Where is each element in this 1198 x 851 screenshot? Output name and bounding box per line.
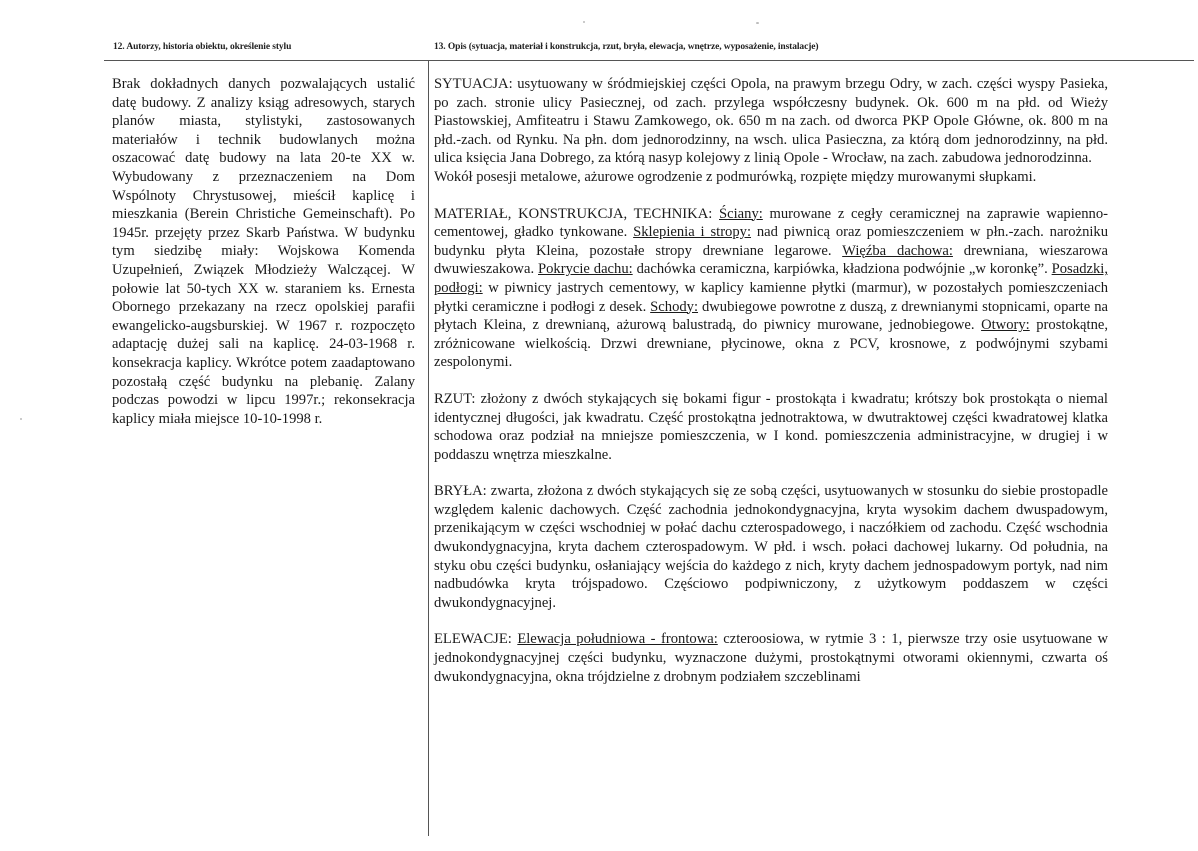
scan-speck: [756, 22, 759, 24]
material-paragraph: [434, 205, 1108, 372]
table-top-rule: [104, 60, 1194, 61]
sytuacja-fence-paragraph: Wokół posesji metalowe, ażurowe ogrodzenie z podmurówką, rozpięte między murowanymi słupkami.: [434, 168, 1037, 185]
scan-speck: [583, 21, 585, 23]
section-12-header: 12. Autorzy, historia obiektu, określenie stylu: [113, 42, 292, 52]
rzut-paragraph: [434, 390, 1108, 464]
history-text: Brak dokładnych danych pozwalających ustalić datę budowy. Z analizy ksiąg adresowych, starych planów miasta, stylistyki, zastosowanych materiałów i technik budowlanych można oszacować datę budowy na lata 20-te XX w. Wybudowany z przeznaczeniem na Dom Wspólnoty Chrystusowej, mieścił kaplicę i mieszkania (Berein Christiche Gemeinschaft). Po 1945r. przejęty przez Skarb Państwa. W budynku tym siedzibę miały: Wojskowa Komenda Uzupełnień, Związek Młodzieży Walczącej. W połowie lat 50-tych XX w. staraniem ks. Ernesta Obornego przekazany na rzecz opolskiej parafii ewangelicko-augsburskiej. W 1967 r. rozpoczęto adaptację dużej sali na kaplicę. 24-03-1968 r. konsekracja kaplicy. Wkrótce potem zaadaptowano pozostałą część budynku na plebanię. Zalany podczas powodzi w lipcu 1997r.; rekonsekracja kaplicy miała miejsce 10-10-1998 r.: [112, 76, 415, 427]
schody-label: Schody:: [650, 298, 699, 315]
posadzki-text: w piwnicy jastrych cementowy, w kaplicy kamienne płytki (marmur), w pozostałych pomieszczeniach płytki ceramiczne i podłogi z desek.: [434, 279, 1108, 315]
sklepienia-text: nad piwnicą oraz pomieszczeniem w płn.-zach. narożniku budynku płyta Kleina, pozostałe stropy drewniane legarowe.: [434, 224, 1109, 259]
column-divider: [428, 60, 429, 836]
sciany-text: murowane z cegły ceramicznej na zaprawie wapienno-cementowej, gładko tynkowane.: [434, 205, 1108, 241]
sklepienia-label: Sklepienia i stropy:: [633, 224, 752, 241]
material-label: MATERIAŁ, KONSTRUKCJA, TECHNIKA:: [434, 205, 713, 222]
section-13-header: 13. Opis (sytuacja, materiał i konstrukcja, rzut, bryła, elewacja, wnętrze, wyposażenie, instalacje): [434, 42, 819, 52]
sytuacja-paragraph: [434, 75, 1108, 168]
posadzki-label: Posadzki, podłogi:: [434, 261, 1108, 296]
rzut-text: złożony z dwóch stykających się bokami figur - prostokąta i kwadratu; krótszy bok prostokąta o niemal identycznej długości, jak kwadratu. Część prostokątna jednotraktowa, w dwutraktowej części kwadratowej klatka schodowa oraz podział na mniejsze pomieszczenia, w I kond. pomieszczenia administracyjne, w drugiej i w poddaszu wnętrza mieszkalne.: [434, 390, 1108, 463]
sciany-label: Ściany:: [719, 205, 763, 222]
elewacja-poludniowa-label: Elewacja południowa - frontowa:: [517, 631, 718, 648]
wiezba-text: drewniana, wieszarowa dwuwieszakowa.: [434, 242, 1108, 278]
otwory-text: prostokątne, zróżnicowane wielkością. Drzwi drewniane, płycinowe, okna z PCV, krosnowe, z podwójnymi szybami zespolonymi.: [434, 317, 1108, 371]
bryla-paragraph: [434, 482, 1108, 612]
rzut-label: RZUT:: [434, 390, 476, 407]
elewacje-text: czteroosiowa, w rytmie 3 : 1, pierwsze trzy osie usytuowane w jednokondygnacyjnej części budynku, wyznaczone dużymi, prostokątnymi otworami okiennymi, czwarta oś dwukondygnacyjna, okna trójdzielne z drobnym podziałem szczeblinami: [434, 631, 1108, 685]
pokrycie-label: Pokrycie dachu:: [538, 261, 633, 278]
wiezba-label: Więźba dachowa:: [842, 242, 953, 259]
otwory-label: Otwory:: [981, 317, 1030, 334]
description-column: [434, 75, 1108, 686]
pokrycie-text: dachówka ceramiczna, karpiówka, kładziona podwójnie „w koronkę”.: [632, 261, 1052, 278]
elewacje-label: ELEWACJE:: [434, 631, 512, 648]
sytuacja-label: SYTUACJA:: [434, 76, 513, 92]
scan-speck: [20, 418, 22, 420]
sytuacja-text: usytuowany w śródmiejskiej części Opola, na prawym brzegu Odry, w zach. części wyspy Pasieka, po zach. stronie ulicy Pasiecznej, od zach. przylega współczesny budynek. Ok. 600 m na płd. od Wieży Piastowskiej, Amfiteatru i Stawu Zamkowego, ok. 650 m na zach. od dworca PKP Opole Główne, ok. 800 m na płd.-zach. od Rynku. Na płn. dom jednorodzinny, na wsch. ulica Pasieczna, za którą dom jednorodzinny, na płd. ulica księcia Jana Dobrego, za którą nasyp kolejowy z linią Opole - Wrocław, na zach. zabudowa jednorodzinna.: [434, 76, 1108, 167]
elewacje-paragraph: [434, 630, 1108, 686]
bryla-text: zwarta, złożona z dwóch stykających się ze sobą części, usytuowanych w stosunku do siebie prostopadle względem kalenic dachowych. Część zachodnia jednokondygnacyjna, kryta wysokim dachem dwuspadowym, przenikającym w części wschodniej w połać dachu czterospadowego, i naczółkiem od zachodu. Część wschodnia dwukondygnacyjna, kryta dachem czterospadowym. W płd. i wsch. połaci dachowej lukarny. Od południa, na styku obu części budynku, osłaniający wejścia do każdego z nich, kryty dachem jednospadowym portyk, nad nim nadbudówka kryta trójspadowo. Częściowo podpiwniczony, z użytkowym poddaszem w części dwukondygnacyjnej.: [434, 483, 1108, 611]
schody-text: dwubiegowe powrotne z duszą, z drewnianymi stopnicami, oparte na płytach Kleina, z drewnianą, ażurową balustradą, do piwnicy murowane, jednobiegowe.: [434, 298, 1108, 334]
bryla-label: BRYŁA:: [434, 483, 487, 500]
